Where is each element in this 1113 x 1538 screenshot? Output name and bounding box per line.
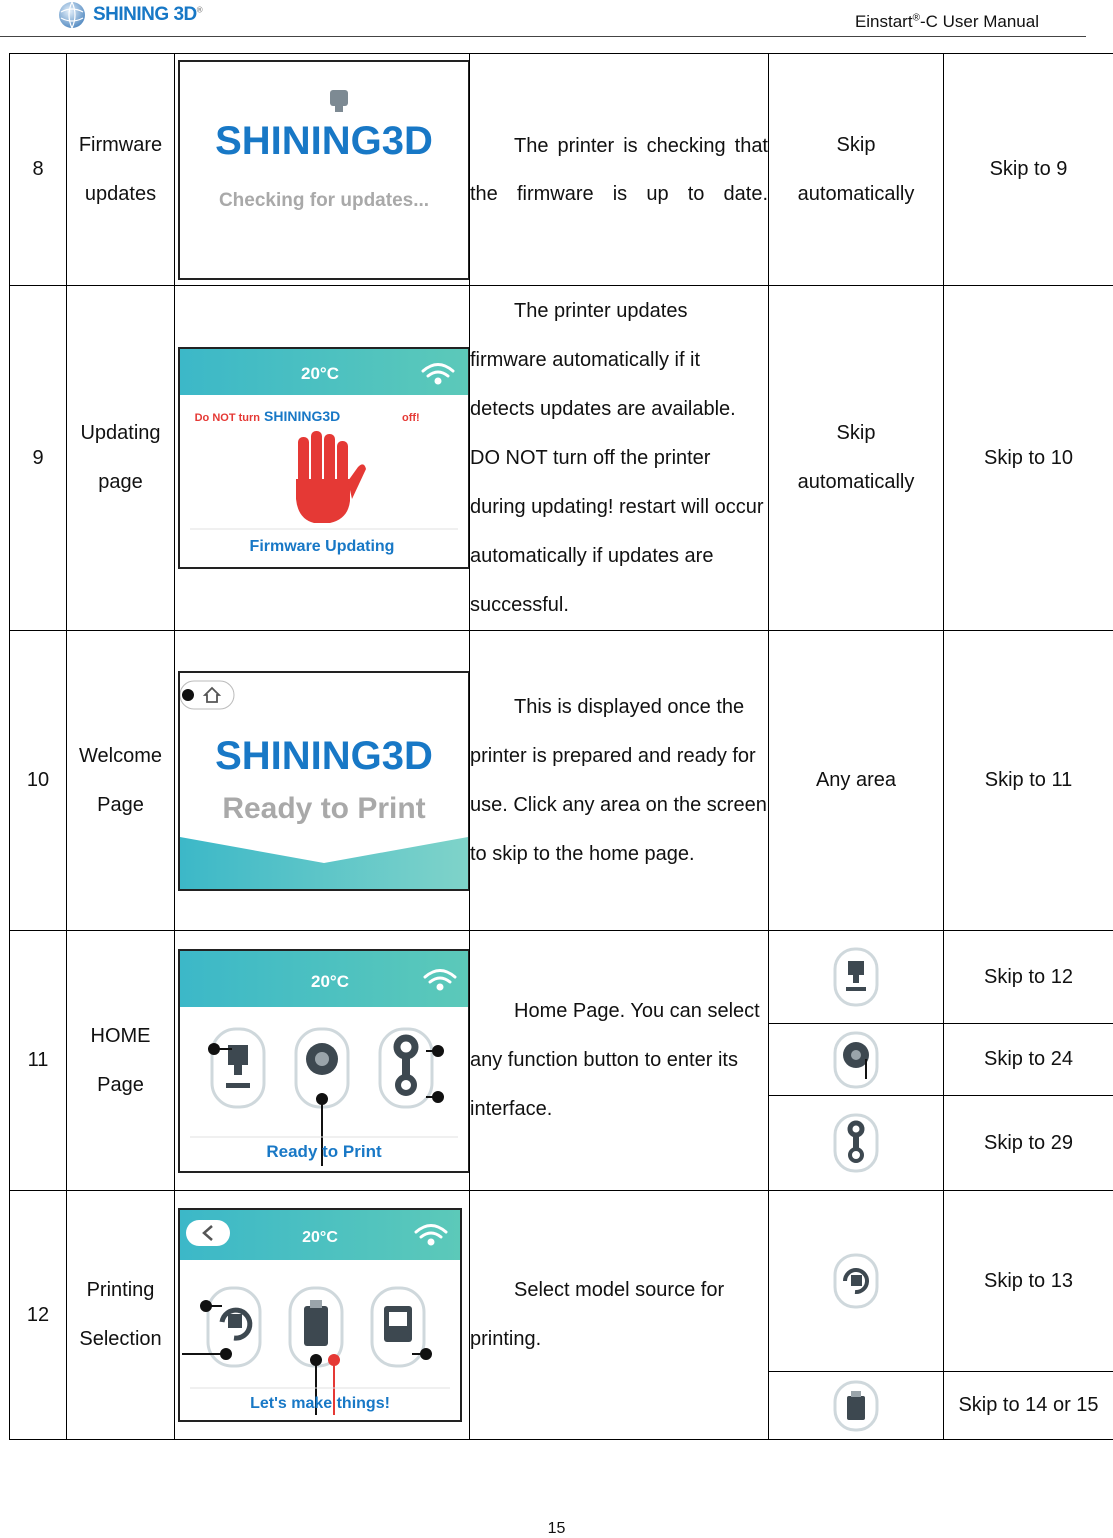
- table-row: [10, 931, 1113, 1024]
- screen-brand: SHINING3D: [215, 733, 433, 778]
- header-divider: [0, 36, 1086, 37]
- step-name: Welcome Page: [67, 631, 175, 931]
- step-description: The printer updates firmware automatically if it detects updates are available. DO NOT turn off the printer during updating! restart will occur automatically if updates are successful.: [470, 286, 769, 631]
- screen-brand: SHINING3D: [215, 119, 433, 163]
- step-description: This is displayed once the printer is prepared and ready for use. Click any area on the screen to skip to the home page.: [470, 631, 769, 931]
- screen-firmware-updating: [178, 347, 470, 569]
- filament-icon: [833, 1031, 879, 1089]
- op-icon-wrench: [769, 1096, 944, 1191]
- step-name: Updating page: [67, 286, 175, 631]
- screen-cell: [175, 631, 470, 931]
- step-name: Printing Selection: [67, 1191, 175, 1440]
- screen-welcome: [178, 671, 470, 891]
- step-name: Firmware updates: [67, 54, 175, 286]
- printer-icon: [212, 1029, 264, 1107]
- temp-readout: 20°C: [301, 364, 339, 383]
- step-description: The printer is checking that the firmware is up to date.: [470, 54, 769, 286]
- screen-text: Let's make things!: [250, 1395, 390, 1412]
- step-operation: Skip automatically: [769, 54, 944, 286]
- step-description: Home Page. You can select any function button to enter its interface.: [470, 931, 769, 1191]
- step-number: 12: [10, 1191, 67, 1440]
- screen-cell: [175, 286, 470, 631]
- page-number: 15: [547, 1520, 566, 1537]
- step-result: Skip to 11: [944, 631, 1113, 931]
- warn-text: Do NOT turn: [194, 412, 260, 424]
- step-number: 8: [10, 54, 67, 286]
- step-result: Skip to 12: [944, 931, 1113, 1024]
- temp-readout: 20°C: [311, 971, 349, 991]
- ui-flow-table: [9, 53, 1113, 1440]
- back-button: [186, 1220, 230, 1246]
- step-result: Skip to 9: [944, 54, 1113, 286]
- step-number: 11: [10, 931, 67, 1191]
- screen-printing-selection: [178, 1208, 462, 1422]
- screen-home: [178, 949, 470, 1173]
- step-description: Select model source for printing.: [470, 1191, 769, 1440]
- wrench-icon: [833, 1113, 879, 1173]
- table-row: [10, 54, 1113, 286]
- op-icon-filament: [769, 1024, 944, 1096]
- brand-name: SHINING 3D®: [93, 4, 203, 25]
- step-result: Skip to 29: [944, 1096, 1113, 1191]
- globe-logo-icon: [57, 0, 87, 30]
- screen-text: Checking for updates...: [218, 190, 430, 211]
- history-icon: [833, 1253, 879, 1309]
- table-row: [10, 631, 1113, 931]
- step-operation: Any area: [769, 631, 944, 931]
- screen-cell: [175, 931, 470, 1191]
- screen-text: Ready to Print: [222, 791, 426, 825]
- op-icon-usb: [769, 1372, 944, 1440]
- warn-brand: SHINING3D: [264, 408, 341, 424]
- header-logo: [57, 0, 202, 30]
- op-icon-history: [769, 1191, 944, 1372]
- step-result: Skip to 10: [944, 286, 1113, 631]
- op-icon-printer: [769, 931, 944, 1024]
- doc-title: Einstart®-C User Manual: [854, 12, 1039, 31]
- home-icon: [180, 681, 234, 709]
- step-result: Skip to 14 or 15: [944, 1372, 1113, 1440]
- step-operation: Skip automatically: [769, 286, 944, 631]
- wrench-icon: [380, 1029, 432, 1107]
- screen-text: Ready to Print: [266, 1141, 382, 1161]
- screen-checking-updates: [178, 60, 470, 280]
- screen-cell: [175, 54, 470, 286]
- table-row: [10, 286, 1113, 631]
- screen-text: Firmware Updating: [249, 538, 395, 555]
- screen-cell: [175, 1191, 470, 1440]
- warn-text-end: off!: [402, 412, 420, 424]
- step-result: Skip to 24: [944, 1024, 1113, 1096]
- temp-readout: 20°C: [302, 1229, 338, 1246]
- usb-icon: [833, 1380, 879, 1432]
- step-number: 10: [10, 631, 67, 931]
- printer-icon: [833, 947, 879, 1007]
- step-name: HOME Page: [67, 931, 175, 1191]
- table-row: [10, 1191, 1113, 1372]
- step-number: 9: [10, 286, 67, 631]
- step-result: Skip to 13: [944, 1191, 1113, 1372]
